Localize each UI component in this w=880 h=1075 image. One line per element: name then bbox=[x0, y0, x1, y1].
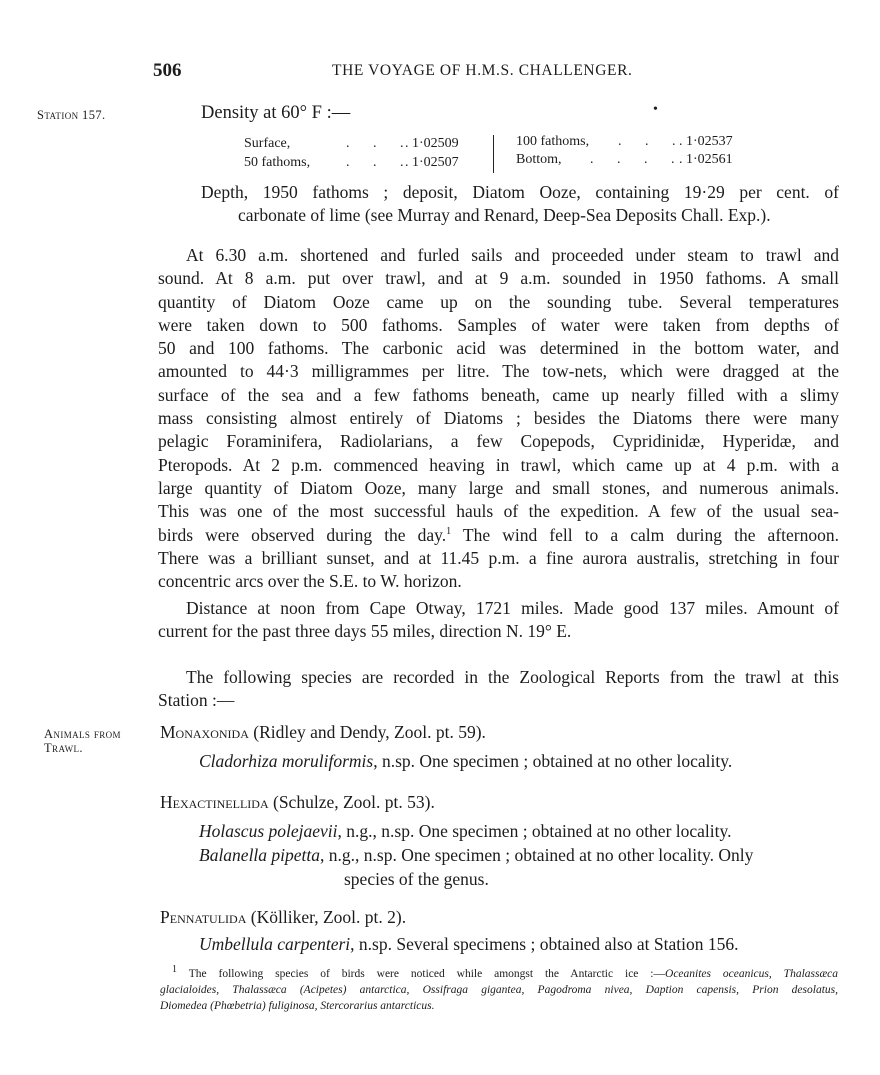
text-line: There was a brilliant sunset, and at 11.45 p.m. a fine aurora australis, stretching in four bbox=[158, 547, 839, 568]
species-name: Umbellula carpenteri bbox=[199, 934, 351, 954]
depth-paragraph-cont bbox=[238, 204, 839, 227]
species-entry bbox=[199, 934, 739, 955]
taxon-name: Pennatulida bbox=[160, 907, 247, 927]
text-line: At 6.30 a.m. shortened and furled sails and proceeded under steam to trawl and bbox=[186, 245, 839, 265]
density-leader: . . . bbox=[618, 134, 686, 149]
species-name: Holascus polejaevii bbox=[199, 821, 338, 841]
text-line-with-footnote bbox=[158, 524, 839, 547]
text-line: mass consisting almost entirely of Diatoms ; besides the Diatoms there were many bbox=[158, 408, 839, 429]
depth-paragraph bbox=[201, 181, 839, 204]
taxon-ref: (Kölliker, Zool. pt. 2). bbox=[246, 907, 407, 927]
species-name: Balanella pipetta bbox=[199, 845, 321, 865]
text-line: carbonate of lime (see Murray and Renard, Deep-Sea Deposits Chall. Exp.). bbox=[238, 205, 771, 225]
density-label: 100 fathoms, bbox=[516, 134, 590, 149]
text-segment: The wind fell to a calm during the afternoon. bbox=[451, 524, 839, 545]
density-value: . 1·02561 bbox=[679, 152, 733, 167]
text-line: Depth, 1950 fathoms ; deposit, Diatom Ooze, containing 19·29 per cent. of bbox=[201, 182, 839, 202]
distance-paragraph bbox=[158, 597, 839, 644]
taxon-group bbox=[160, 722, 486, 743]
text-line: sound. At 8 a.m. put over trawl, and at 9 a.m. sounded in 1950 fathoms. A small bbox=[158, 268, 839, 289]
text-line: This was one of the most successful hauls of the expedition. A few of the usual sea- bbox=[158, 501, 839, 522]
species-note: , n.sp. Several specimens ; obtained also at Station 156. bbox=[350, 934, 739, 954]
density-leader: . . . . bbox=[590, 152, 685, 167]
text-segment: birds were observed during the day. bbox=[158, 524, 447, 545]
footnote-line bbox=[160, 998, 838, 1014]
text-line: The following species are recorded in the Zoological Reports from the trawl at this bbox=[186, 667, 839, 687]
text-line: were taken down to 500 fathoms. Samples of water were taken from depths of bbox=[158, 314, 839, 335]
taxon-ref: (Ridley and Dendy, Zool. pt. 59). bbox=[248, 722, 486, 742]
text-line: Distance at noon from Cape Otway, 1721 miles. Made good 137 miles. Amount of bbox=[186, 598, 839, 618]
density-label: 50 fathoms, bbox=[244, 155, 311, 170]
species-entry bbox=[199, 751, 732, 772]
taxon-name: Monaxonida bbox=[160, 722, 249, 742]
text-line: concentric arcs over the S.E. to W. horizon. bbox=[158, 571, 462, 592]
animals-label bbox=[44, 727, 121, 755]
species-entry-cont: species of the genus. bbox=[344, 869, 489, 889]
density-heading: Density at 60° F :— bbox=[201, 103, 351, 123]
footnote-species: Diomedea (Phœbetria) fuliginosa, Stercorarius antarcticus. bbox=[160, 1000, 435, 1012]
animals-label-line: Trawl. bbox=[44, 741, 83, 755]
footnote-species: glacialoides, Thalassæca (Acipetes) antarctica, Ossifraga gigantea, Pagodroma nivea, Daption capensis, Prion desolatus, bbox=[160, 984, 838, 996]
density-label: Bottom, bbox=[516, 152, 562, 167]
density-leader: . . . bbox=[346, 136, 414, 151]
density-value: . 1·02509 bbox=[405, 136, 459, 151]
text-line: large quantity of Diatom Ooze, many large and small stones, and numerous animals. bbox=[158, 477, 839, 498]
footnote-line bbox=[160, 966, 838, 982]
footnote-mark: 1 bbox=[172, 964, 177, 976]
taxon-group bbox=[160, 792, 435, 813]
text-line: Station :— bbox=[158, 690, 235, 711]
species-note: , n.g., n.sp. One specimen ; obtained at no other locality. Only bbox=[320, 845, 754, 865]
text-line: current for the past three days 55 miles, direction N. 19° E. bbox=[158, 621, 572, 642]
running-title: THE VOYAGE OF H.M.S. CHALLENGER. bbox=[332, 62, 633, 79]
text-line: surface of the sea and a few fathoms beneath, came up nearly filled with a slimy bbox=[158, 384, 839, 405]
footnote-lead: The following species of birds were noticed while amongst the Antarctic ice :— bbox=[177, 968, 666, 980]
animals-label-line: Animals from bbox=[44, 727, 121, 741]
density-leader: . . . bbox=[346, 155, 414, 170]
density-value: . 1·02537 bbox=[679, 134, 733, 149]
stray-dot-mark: • bbox=[653, 102, 658, 117]
text-line: amounted to 44·3 milligrammes per litre. The tow-nets, which were dragged at the bbox=[158, 361, 839, 382]
station-label: Station 157. bbox=[37, 108, 106, 122]
species-entry bbox=[199, 845, 753, 866]
footnote bbox=[160, 966, 838, 1014]
footnote-line bbox=[160, 982, 838, 998]
species-entry bbox=[199, 821, 732, 842]
species-note: , n.g., n.sp. One specimen ; obtained at no other locality. bbox=[337, 821, 732, 841]
text-line: Pteropods. At 2 p.m. commenced heaving in trawl, which came up at 4 p.m. with a bbox=[158, 454, 839, 475]
footnote-species: Oceanites oceanicus, Thalassæca bbox=[665, 968, 838, 980]
taxon-name: Hexactinellida bbox=[160, 792, 269, 812]
taxon-ref: (Schulze, Zool. pt. 53). bbox=[268, 792, 435, 812]
taxon-group bbox=[160, 907, 406, 928]
page-number: 506 bbox=[153, 60, 182, 81]
density-label: Surface, bbox=[244, 136, 291, 151]
text-line: pelagic Foraminifera, Radiolarians, a few Copepods, Cypridinidæ, Hyperidæ, and bbox=[158, 431, 839, 452]
species-name: Cladorhiza moruliformis bbox=[199, 751, 374, 771]
species-intro bbox=[158, 666, 839, 713]
table-divider bbox=[493, 135, 494, 173]
text-line: 50 and 100 fathoms. The carbonic acid was determined in the bottom water, and bbox=[158, 338, 839, 359]
density-value: . 1·02507 bbox=[405, 155, 459, 170]
text-line: quantity of Diatom Ooze came up on the sounding tube. Several temperatures bbox=[158, 291, 839, 312]
footnote-ref: 1 bbox=[446, 525, 452, 537]
species-note: , n.sp. One specimen ; obtained at no other locality. bbox=[373, 751, 733, 771]
narrative-paragraph bbox=[158, 244, 839, 593]
